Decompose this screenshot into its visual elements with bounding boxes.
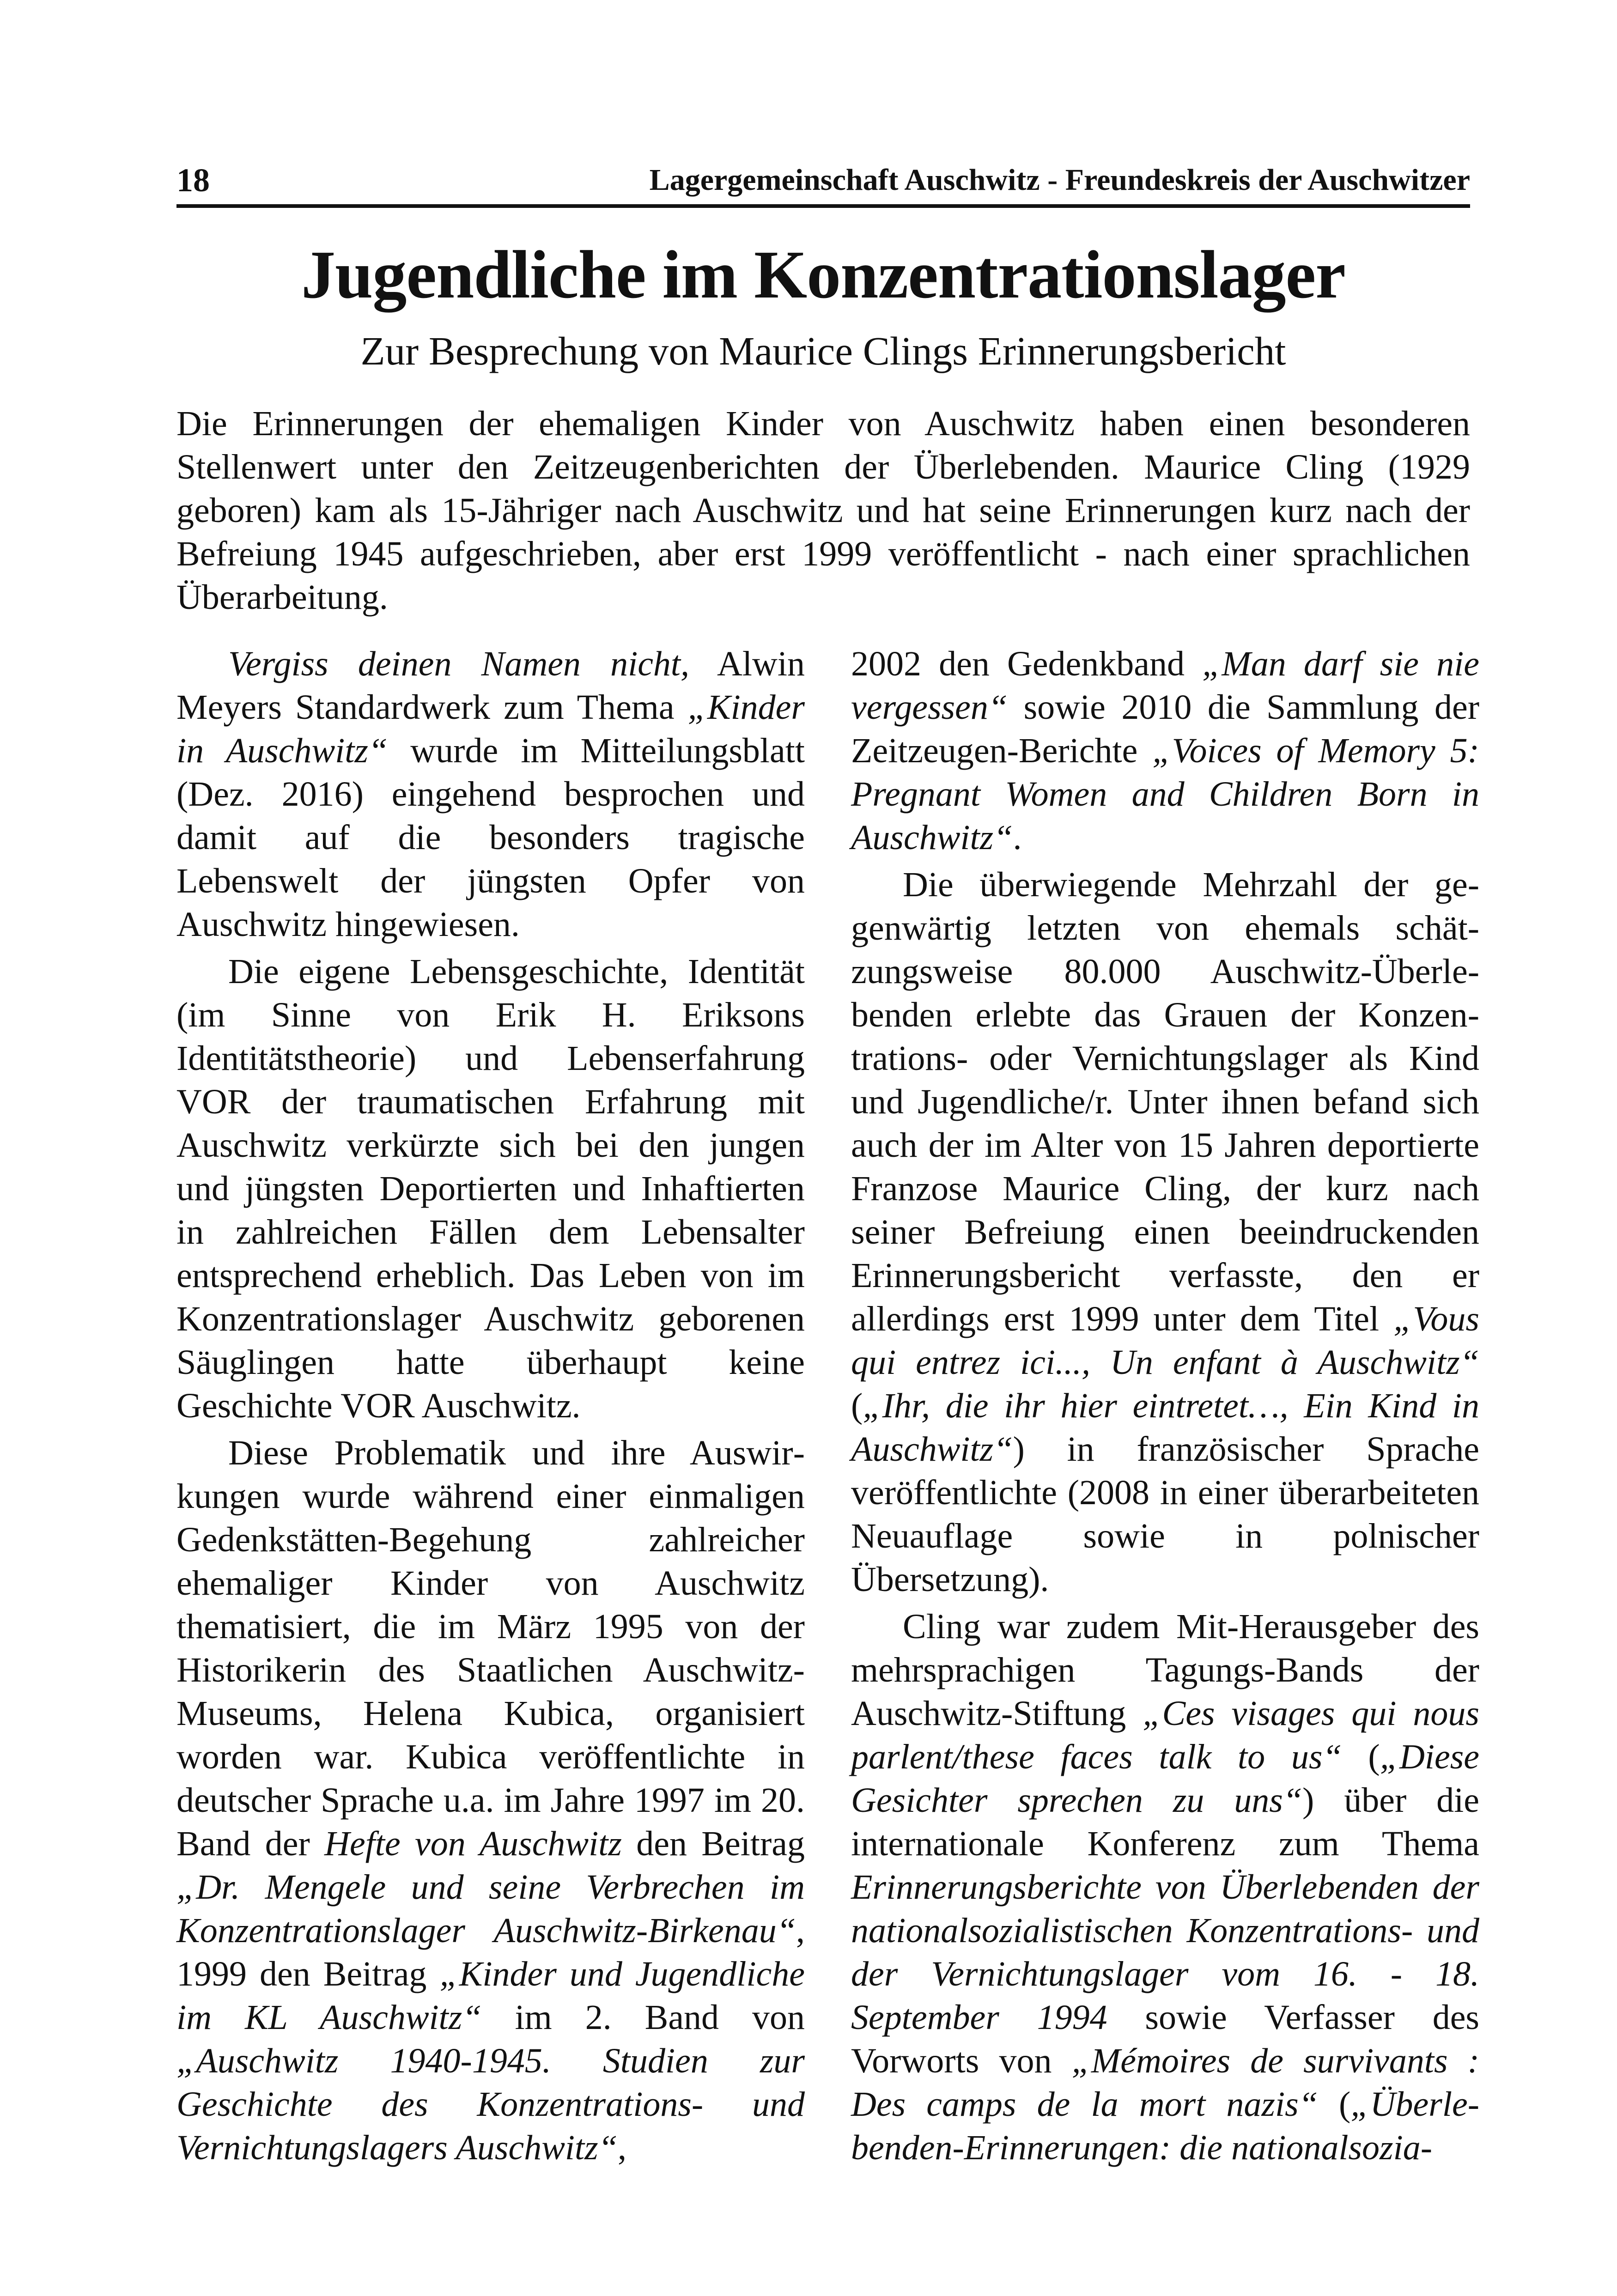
text-span: ( (1342, 1737, 1380, 1776)
italic-span: Erinnerungsberichte von Überlebenden der nationalsozialistischen Konzentrations- und der Vernichtungslager vom 16. - 18. September 1994 (851, 1868, 1479, 2037)
book-title: Vergiss deinen Namen nicht, (228, 644, 690, 683)
text-span: ( (851, 1386, 863, 1425)
text-span: 2002 den Gedenkband (851, 644, 1203, 683)
text-span: Die überwiegende Mehrzahl der gegenwärtig letzten von ehemals schätzungsweise 80.000 Auschwitz-Überlebenden erlebte das Grauen der Konzentrations- oder Vernichtungslager als Kind und Jugendliche/r. Unter ihnen befand sich auch der im Alter von 15 Jahren deportierte Franzose Maurice Cling, der kurz nach seiner Befreiung einen beeindruckenden Erinnerungsbericht verfasste, den er allerdings erst 1999 unter dem Titel (851, 865, 1479, 1338)
italic-span: „Auschwitz 1940-1945. Studien zur Geschichte des Konzentrations- und Vernichtungslagers Auschwitz“ (176, 2041, 805, 2167)
right-paragraph-2 (851, 863, 1479, 1601)
article-title: Jugendliche im Konzentrationslager (301, 237, 1345, 313)
left-paragraph-2: Die eigene Lebensgeschichte, Identität (im Sinne von Erik H. Eriksons Identitätstheorie) und Lebenserfahrung VOR der traumatischen Erfahrung mit Auschwitz verkürzte sich bei den jungen und jüngsten Deportierten und Inhaftierten in zahlreichen Fällen dem Lebensalter entsprechend erheblich. Das Leben von im Konzentrationslager Auschwitz geborenen Säuglingen hatte überhaupt keine Geschichte VOR Auschwitz. (176, 952, 805, 1425)
text-span: ) in französischer Sprache veröffentlichte (2008 in einer überarbeiteten Neuauflage sowie in polnischer Übersetzung). (851, 1430, 1479, 1599)
right-paragraph-1 (851, 642, 1479, 859)
text-span: , 1999 den Beitrag (176, 1911, 805, 1993)
text-span: . (1013, 818, 1022, 857)
italic-span: Hefte von Auschwitz (324, 1824, 622, 1863)
publication-title: Lagergemeinschaft Auschwitz - Freundeskreis der Auschwitzer (649, 163, 1470, 197)
article-subtitle: Zur Besprechung von Maurice Clings Erinnerungsbericht (360, 328, 1286, 373)
italic-span: „Man darf sie nie vergessen“ (851, 644, 1479, 727)
italic-span: „Kinder und Jugendliche im KL Auschwitz“ (176, 1955, 805, 2037)
text-span: sowie Verfasser des Vorworts von (851, 1998, 1479, 2080)
left-column (176, 642, 805, 2173)
italic-span: „Mémoires de survivants : Des camps de la mort nazis“ (851, 2041, 1480, 2124)
text-span: Alwin Meyers Standardwerk zum Thema (176, 644, 805, 727)
left-paragraph-1 (176, 642, 805, 946)
italic-span: „Ces visages qui nous parlent/these faces talk to us“ (851, 1694, 1479, 1776)
right-paragraph-3 (851, 1605, 1479, 2169)
text-span: Diese Problematik und ihre Auswirkungen wurde während einer einmaligen Gedenkstätten-Begehung zahlreicher ehemaliger Kinder von Auschwitz thematisiert, die im März 1995 von der Historikerin des Staatlichen Auschwitz-Museums, Helena Kubica, organisiert worden war. Kubica veröffentlichte in deutscher Sprache u.a. im Jahre 1997 im 20. Band der (176, 1433, 805, 1863)
text-span: sowie 2010 die Sammlung der Zeitzeugen-Berichte (851, 688, 1479, 770)
article-lead: Die Erinnerungen der ehemaligen Kinder von Auschwitz haben einen besonderen Stellenwert unter den Zeitzeugenberichten der Überlebenden. Maurice Cling (1929 geboren) kam als 15-Jähriger nach Auschwitz und hat seine Erinnerungen kurz nach der Befreiung 1945 aufgeschrieben, aber erst 1999 veröffentlicht - nach einer sprachlichen Überarbeitung. (176, 404, 1470, 617)
running-header (176, 162, 1470, 208)
italic-span: „Kinder in Auschwitz“ (176, 688, 805, 770)
text-span: wurde im Mitteilungsblatt (Dez. 2016) eingehend besprochen und damit auf die besonders tragische Lebenswelt der jüngsten Opfer von Auschwitz hingewiesen. (176, 731, 805, 944)
text-span: den Beitrag (621, 1824, 805, 1863)
italic-span: „Ihr, die ihr hier eintretet…, Ein Kind in Auschwitz“ (851, 1386, 1479, 1469)
italic-span: „Vous qui entrez ici..., Un enfant à Auschwitz“ (851, 1300, 1479, 1382)
left-paragraph-3 (176, 1431, 805, 2169)
text-span: im 2. Band von (481, 1998, 805, 2037)
text-span: Cling war zudem Mit-Herausgeber des mehrsprachigen Tagungs-Bands der Auschwitz-Stiftung (851, 1607, 1479, 1733)
italic-span: „Dr. Mengele und seine Verbrechen im Konzentrationslager Auschwitz-Birkenau“ (176, 1868, 805, 1950)
italic-span: „Überlebenden-Erinnerungen: die nationalsozia- (851, 2085, 1479, 2167)
page-number: 18 (176, 162, 210, 199)
text-span: ) über die internationale Konferenz zum Thema (851, 1781, 1479, 1863)
right-column (851, 642, 1479, 2173)
italic-span: „Voices of Memory 5: Pregnant Women and Children Born in Auschwitz“ (851, 731, 1479, 857)
italic-span: „Diese Gesichter sprechen zu uns“ (851, 1737, 1480, 1820)
text-span: , (617, 2128, 626, 2167)
text-span: ( (1318, 2085, 1351, 2124)
